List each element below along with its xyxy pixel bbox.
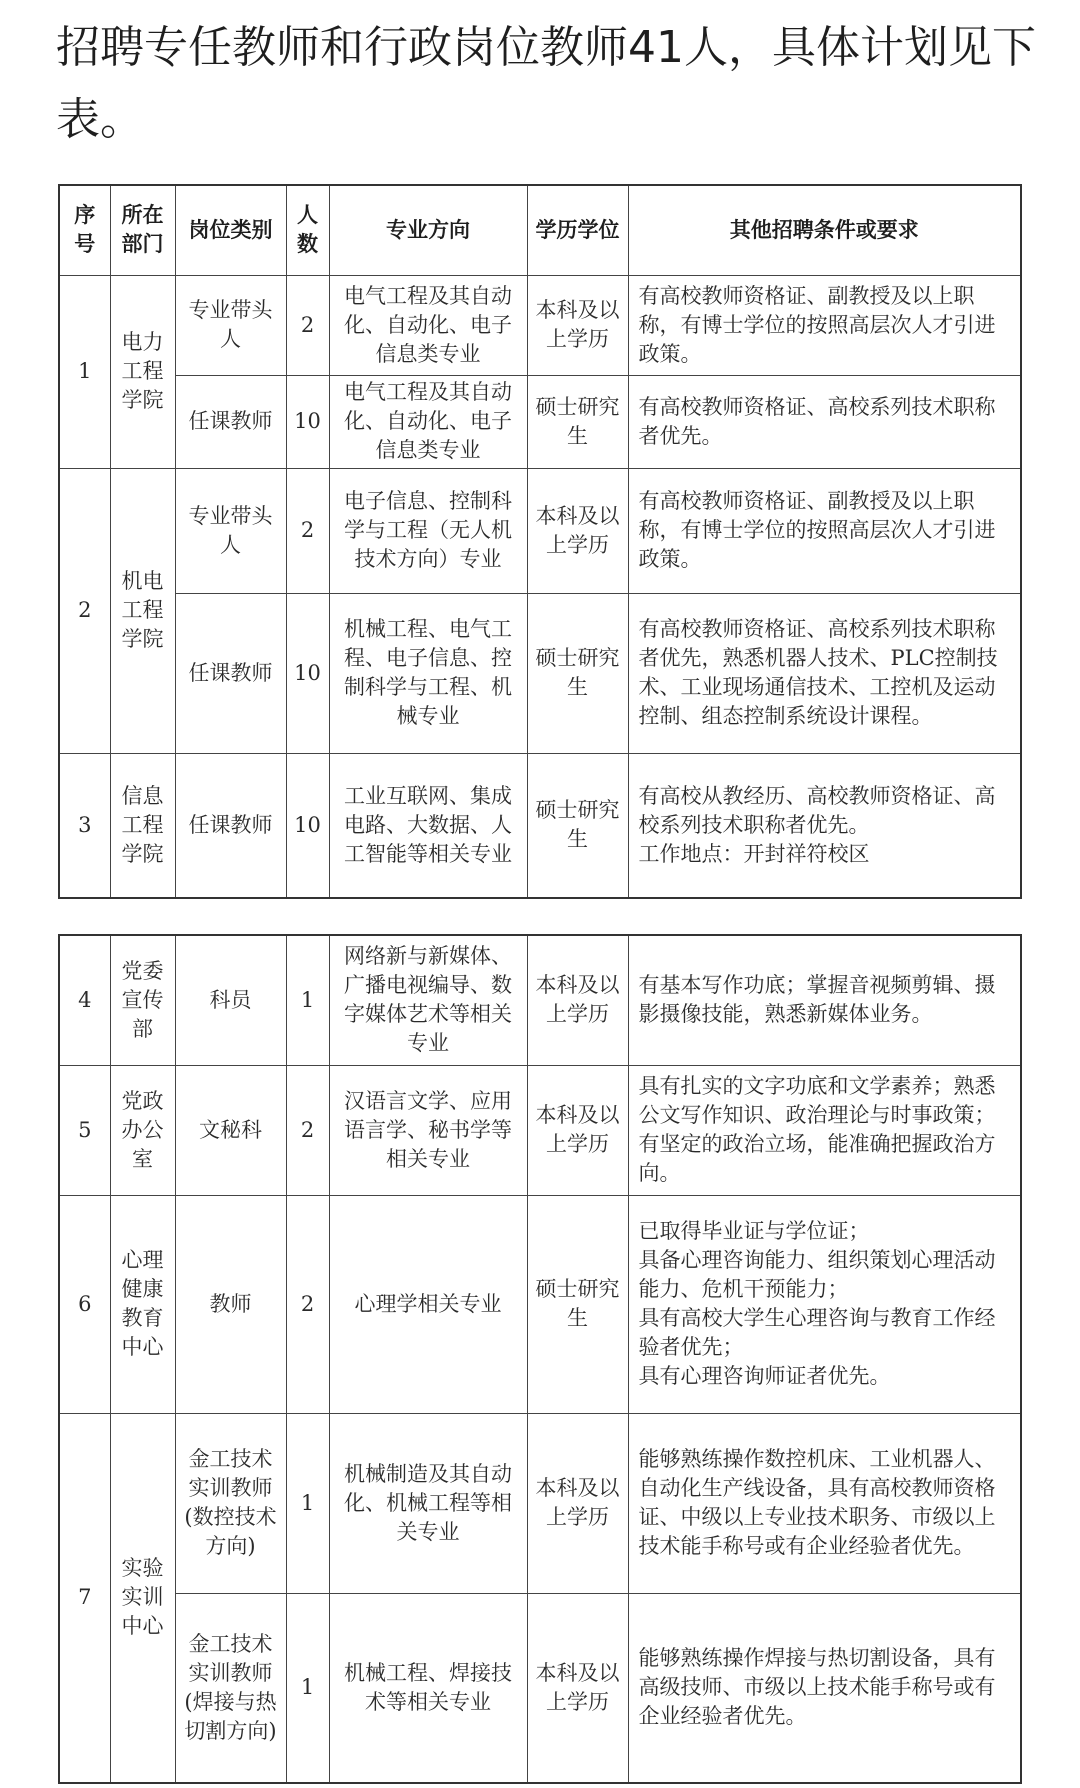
cell-edu: 硕士研究生: [527, 753, 628, 898]
cell-req: 有高校教师资格证、高校系列技术职称者优先。: [628, 375, 1021, 468]
cell-req: 有高校教师资格证、副教授及以上职称，有博士学位的按照高层次人才引进政策。: [628, 275, 1021, 375]
cell-count: 2: [286, 468, 329, 593]
cell-major: 汉语言文学、应用语言学、秘书学等相关专业: [329, 1065, 527, 1195]
cell-count: 1: [286, 1413, 329, 1593]
cell-req: 具有扎实的文字功底和文学素养；熟悉公文写作知识、政治理论与时事政策；有坚定的政治立场，能准确把握政治方向。: [628, 1065, 1021, 1195]
table-row: [59, 375, 1021, 468]
cell-count: 10: [286, 375, 329, 468]
table-row: [59, 275, 1021, 375]
cell-major: 网络新与新媒体、广播电视编导、数字媒体艺术等相关专业: [329, 935, 527, 1065]
cell-count: 10: [286, 593, 329, 753]
cell-type: 科员: [175, 935, 286, 1065]
cell-edu: 本科及以上学历: [527, 1593, 628, 1783]
cell-type: 专业带头人: [175, 275, 286, 375]
cell-dept: 党委宣传部: [110, 935, 175, 1065]
cell-edu: 硕士研究生: [527, 375, 628, 468]
header-count: 人数: [286, 185, 329, 275]
table-row: [59, 1413, 1021, 1593]
cell-req: 已取得毕业证与学位证； 具备心理咨询能力、组织策划心理活动能力、危机干预能力； 具有高校大学生心理咨询与教育工作经验者优先； 具有心理咨询师证者优先。: [628, 1195, 1021, 1413]
cell-type: 任课教师: [175, 753, 286, 898]
cell-seq: 1: [59, 275, 110, 468]
header-edu: 学历学位: [527, 185, 628, 275]
cell-major: 机械工程、焊接技术等相关专业: [329, 1593, 527, 1783]
cell-type: 文秘科: [175, 1065, 286, 1195]
cell-type: 专业带头人: [175, 468, 286, 593]
cell-dept: 党政办公室: [110, 1065, 175, 1195]
cell-seq: 3: [59, 753, 110, 898]
cell-edu: 本科及以上学历: [527, 275, 628, 375]
cell-type: 任课教师: [175, 593, 286, 753]
header-dept: 所在部门: [110, 185, 175, 275]
cell-req: 有高校从教经历、高校教师资格证、高校系列技术职称者优先。 工作地点：开封祥符校区: [628, 753, 1021, 898]
cell-edu: 硕士研究生: [527, 1195, 628, 1413]
table-row: [59, 1065, 1021, 1195]
header-req: 其他招聘条件或要求: [628, 185, 1021, 275]
cell-edu: 本科及以上学历: [527, 1413, 628, 1593]
cell-type: 教师: [175, 1195, 286, 1413]
table-row: [59, 593, 1021, 753]
table-row: [59, 468, 1021, 593]
cell-seq: 6: [59, 1195, 110, 1413]
cell-dept: 信息工程学院: [110, 753, 175, 898]
cell-count: 2: [286, 275, 329, 375]
recruitment-table-part-1: [58, 184, 1022, 899]
cell-count: 1: [286, 935, 329, 1065]
cell-type: 金工技术实训教师(焊接与热切割方向): [175, 1593, 286, 1783]
cell-dept: 心理健康教育中心: [110, 1195, 175, 1413]
cell-major: 机械制造及其自动化、机械工程等相关专业: [329, 1413, 527, 1593]
cell-count: 2: [286, 1065, 329, 1195]
cell-count: 10: [286, 753, 329, 898]
table-row: [59, 1195, 1021, 1413]
recruitment-table-part-2: [58, 934, 1022, 1784]
cell-req: 有高校教师资格证、副教授及以上职称，有博士学位的按照高层次人才引进政策。: [628, 468, 1021, 593]
cell-req: 能够熟练操作焊接与热切割设备，具有高级技师、市级以上技术能手称号或有企业经验者优先。: [628, 1593, 1021, 1783]
cell-major: 机械工程、电气工程、电子信息、控制科学与工程、机械专业: [329, 593, 527, 753]
table-row: [59, 935, 1021, 1065]
cell-edu: 本科及以上学历: [527, 1065, 628, 1195]
header-seq: 序号: [59, 185, 110, 275]
header-type: 岗位类别: [175, 185, 286, 275]
cell-edu: 硕士研究生: [527, 593, 628, 753]
cell-type: 金工技术实训教师(数控技术方向): [175, 1413, 286, 1593]
table-row: [59, 1593, 1021, 1783]
cell-count: 2: [286, 1195, 329, 1413]
cell-dept: 实验实训中心: [110, 1413, 175, 1783]
cell-major: 心理学相关专业: [329, 1195, 527, 1413]
cell-major: 电气工程及其自动化、自动化、电子信息类专业: [329, 275, 527, 375]
cell-req: 能够熟练操作数控机床、工业机器人、自动化生产线设备，具有高校教师资格证、中级以上专业技术职务、市级以上技术能手称号或有企业经验者优先。: [628, 1413, 1021, 1593]
cell-dept: 电力工程学院: [110, 275, 175, 468]
cell-edu: 本科及以上学历: [527, 935, 628, 1065]
cell-major: 工业互联网、集成电路、大数据、人工智能等相关专业: [329, 753, 527, 898]
cell-seq: 2: [59, 468, 110, 753]
table-header-row: [59, 185, 1021, 275]
cell-major: 电气工程及其自动化、自动化、电子信息类专业: [329, 375, 527, 468]
cell-seq: 7: [59, 1413, 110, 1783]
cell-type: 任课教师: [175, 375, 286, 468]
cell-dept: 机电工程学院: [110, 468, 175, 753]
cell-req: 有基本写作功底；掌握音视频剪辑、摄影摄像技能，熟悉新媒体业务。: [628, 935, 1021, 1065]
cell-edu: 本科及以上学历: [527, 468, 628, 593]
cell-count: 1: [286, 1593, 329, 1783]
cell-seq: 5: [59, 1065, 110, 1195]
cell-req: 有高校教师资格证、高校系列技术职称者优先，熟悉机器人技术、PLC控制技术、工业现场通信技术、工控机及运动控制、组态控制系统设计课程。: [628, 593, 1021, 753]
intro-text: 招聘专任教师和行政岗位教师41人，具体计划见下表。: [56, 22, 1036, 145]
table-row: [59, 753, 1021, 898]
header-major: 专业方向: [329, 185, 527, 275]
cell-major: 电子信息、控制科学与工程（无人机技术方向）专业: [329, 468, 527, 593]
cell-seq: 4: [59, 935, 110, 1065]
